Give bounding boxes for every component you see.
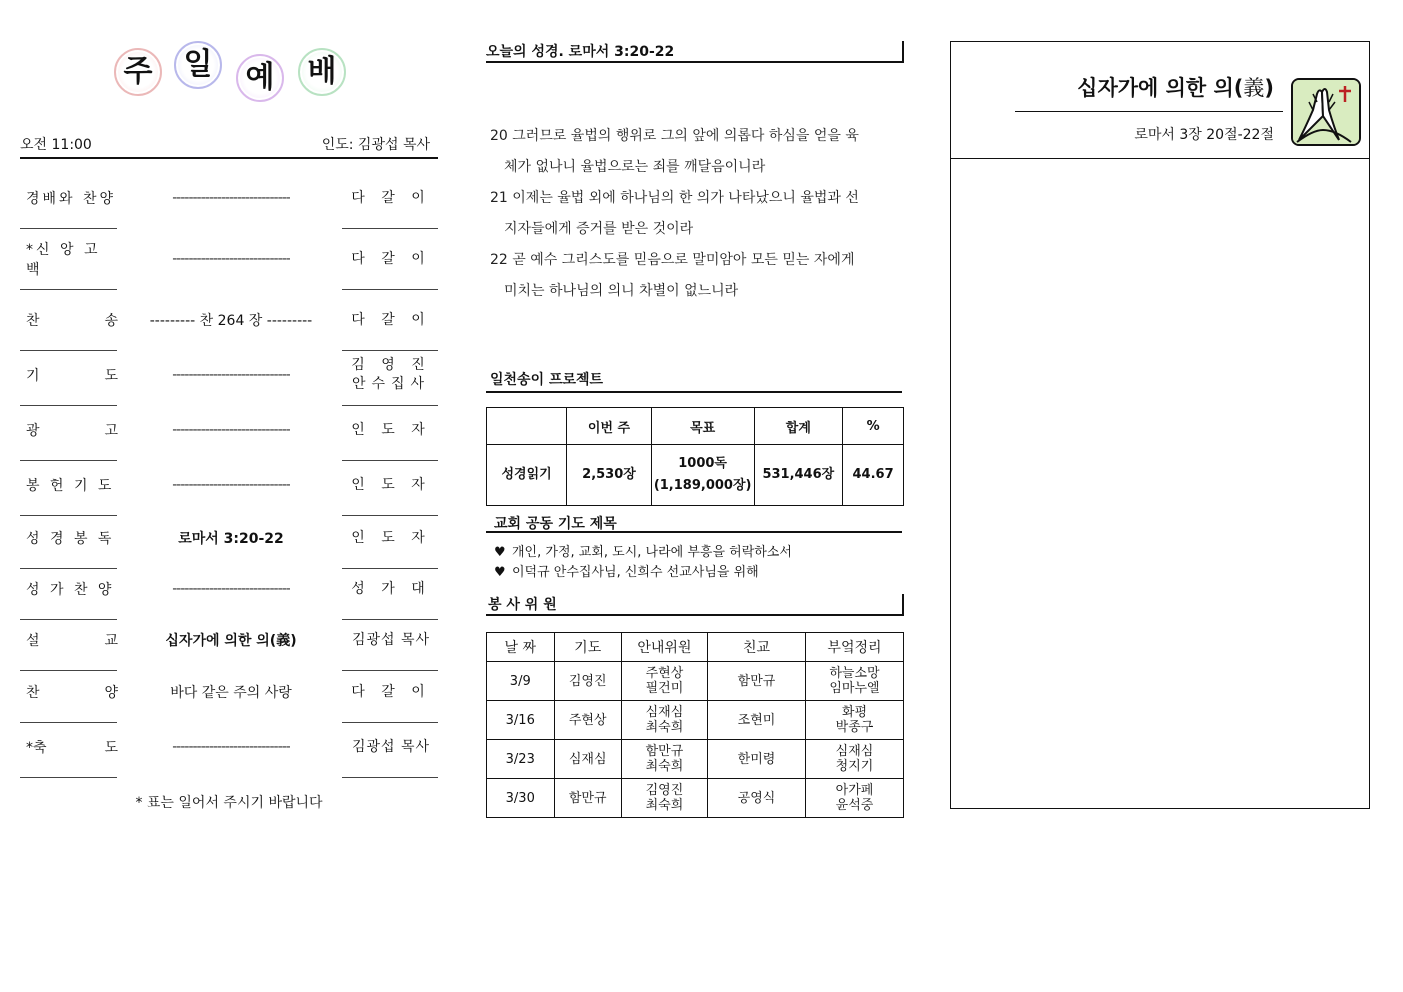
row-underline [342, 777, 438, 778]
duty-header-cell: 기도 [554, 633, 621, 662]
duty-guide-line: 최숙희 [645, 798, 684, 813]
project-table [486, 407, 904, 506]
label-char: 도 [104, 740, 118, 756]
verse-line: 20 그러므로 율법의 행위로 그의 앞에 의롭다 하심을 얻을 육 [490, 128, 859, 144]
duty-guide [621, 701, 707, 740]
table-row [487, 662, 904, 701]
duty-guide [621, 779, 707, 818]
order-person-line: 안수집사 [351, 376, 431, 392]
row-underline [20, 289, 117, 290]
order-detail: --------- 찬 264 장 --------- [149, 313, 313, 329]
prayer-heading: 교회 공동 기도 제목 [486, 513, 902, 533]
order-detail: 로마서 3:20-22 [178, 531, 284, 547]
order-person [344, 567, 438, 611]
order-person-line: 인 도 자 [351, 421, 431, 438]
order-label [26, 298, 122, 342]
duty-date: 3/16 [487, 701, 555, 740]
duty-kitchen [805, 662, 903, 701]
row-underline [342, 460, 438, 461]
order-person-line: 인 도 자 [351, 529, 431, 546]
project-header-cell: % [843, 408, 904, 445]
order-row [20, 618, 438, 674]
duty-kitchen-line: 하늘소망 [829, 666, 880, 681]
order-label [26, 725, 122, 769]
table-row [487, 740, 904, 779]
order-row [20, 516, 438, 572]
row-underline [20, 460, 117, 461]
duty-prayer: 함만규 [554, 779, 621, 818]
verse-line: 미치는 하나님의 의니 차별이 없느니라 [504, 283, 739, 299]
order-detail: 바다 같은 주의 사랑 [170, 685, 292, 701]
duty-header-cell: 안내위원 [621, 633, 707, 662]
title-char: 예 [240, 58, 280, 98]
verse-line: 지자들에게 증거를 받은 것이라 [504, 221, 694, 237]
duty-prayer: 주현상 [554, 701, 621, 740]
duty-guide-line: 주현상 [645, 666, 684, 681]
row-underline [20, 405, 117, 406]
duty-date: 3/30 [487, 779, 555, 818]
order-person-line: 다 갈 이 [351, 250, 431, 267]
order-row [20, 176, 438, 232]
duty-kitchen-line: 윤석중 [835, 798, 874, 813]
order-row [20, 237, 438, 293]
order-person [344, 670, 438, 714]
order-person [344, 237, 438, 281]
verse-line: 22 곧 예수 그리스도를 믿음으로 말미암아 모든 믿는 자에게 [490, 252, 855, 268]
duty-guide-line: 최숙희 [645, 759, 684, 774]
duty-prayer: 심재심 [554, 740, 621, 779]
project-goal [651, 445, 754, 506]
duty-kitchen-line: 화평 [841, 705, 868, 720]
duty-kitchen-line: 심재심 [835, 744, 874, 759]
order-detail: ----------------------------- [172, 739, 290, 755]
project-goal-line: 1000독 [678, 456, 727, 471]
scripture-heading: 오늘의 성경. 로마서 3:20-22 [486, 41, 904, 63]
label-char: 교 [104, 633, 118, 649]
duty-kitchen-line: 아가페 [835, 783, 874, 798]
duty-fellowship: 조현미 [708, 701, 806, 740]
order-detail: ----------------------------- [172, 477, 290, 493]
duty-fellowship: 한미령 [708, 740, 806, 779]
order-person-line: 김광섭 목사 [351, 631, 431, 648]
duty-fellowship: 공영식 [708, 779, 806, 818]
verse-line: 21 이제는 율법 외에 하나님의 한 의가 나타났으니 율법과 선 [490, 190, 859, 206]
project-header-cell: 목표 [651, 408, 754, 445]
scripture-text [490, 121, 904, 307]
duty-guide-line: 김영진 [645, 783, 684, 798]
sermon-header [951, 42, 1369, 159]
row-underline [342, 289, 438, 290]
duty-heading: 봉 사 위 원 [486, 594, 904, 616]
duty-header-cell: 날 짜 [487, 633, 555, 662]
table-row [487, 701, 904, 740]
order-row [20, 298, 438, 354]
label-char: 찬 [26, 313, 40, 329]
sermon-panel [950, 41, 1370, 809]
order-label [26, 670, 122, 714]
project-heading: 일천송이 프로젝트 [486, 369, 902, 393]
order-detail: 십자가에 의한 의(義) [165, 633, 297, 649]
project-header-cell: 합계 [754, 408, 843, 445]
heart-icon: ♥ [494, 565, 506, 580]
order-person [344, 298, 438, 342]
row-underline [20, 350, 117, 351]
order-label [26, 353, 122, 397]
sermon-title [1077, 72, 1274, 102]
worship-order [20, 40, 438, 820]
order-person-line: 성 가 대 [351, 580, 431, 597]
duty-date: 3/9 [487, 662, 555, 701]
project-total: 531,446장 [754, 445, 843, 506]
label-char: 광 [26, 423, 40, 439]
prayer-item [494, 563, 904, 583]
order-label: 경배와 찬양 [26, 191, 117, 207]
order-label: 성 경 봉 독 [26, 531, 115, 547]
duty-date: 3/23 [487, 740, 555, 779]
duty-kitchen [805, 740, 903, 779]
duty-guide [621, 740, 707, 779]
project-goal-line: (1,189,000장) [653, 478, 752, 493]
row-underline [20, 228, 117, 229]
order-person-line: 김 영 진 [351, 357, 431, 373]
order-label [26, 618, 122, 662]
project-percent: 44.67 [843, 445, 904, 506]
project-header-cell [487, 408, 567, 445]
duty-kitchen-line: 청지기 [835, 759, 874, 774]
duty-header-cell: 부엌정리 [805, 633, 903, 662]
order-label: 성 가 찬 양 [26, 582, 115, 598]
title-char: 일 [178, 45, 218, 85]
order-row [20, 567, 438, 623]
prayer-text: 개인, 가정, 교회, 도시, 나라에 부흥을 허락하소서 [512, 545, 792, 560]
row-underline [342, 405, 438, 406]
label-char: 양 [104, 685, 118, 701]
label-char: 설 [26, 633, 40, 649]
duty-kitchen [805, 779, 903, 818]
project-this-week: 2,530장 [567, 445, 652, 506]
row-underline [342, 228, 438, 229]
verse-line: 체가 없나니 율법으로는 죄를 깨달음이니라 [504, 159, 766, 175]
order-detail: ----------------------------- [172, 190, 290, 206]
row-underline [20, 722, 117, 723]
order-person-line: 김광섭 목사 [351, 738, 431, 755]
order-detail: ----------------------------- [172, 581, 290, 597]
order-person-line: 다 갈 이 [351, 683, 431, 700]
table-row [487, 779, 904, 818]
order-person [344, 516, 438, 560]
order-label [26, 408, 122, 452]
order-person-line: 다 갈 이 [351, 311, 431, 328]
order-detail: ----------------------------- [172, 422, 290, 438]
order-person [344, 618, 438, 662]
order-row [20, 408, 438, 464]
duty-kitchen [805, 701, 903, 740]
label-char: 고 [104, 423, 118, 439]
order-row [20, 353, 438, 409]
title-char: 배 [302, 52, 342, 92]
duty-kitchen-line: 박종구 [835, 720, 874, 735]
order-detail: ----------------------------- [172, 367, 290, 383]
order-label: *신 앙 고 백 [26, 242, 101, 278]
order-person [344, 176, 438, 220]
prayer-item [494, 543, 904, 563]
order-detail: ----------------------------- [172, 251, 290, 267]
duty-header-cell: 친교 [708, 633, 806, 662]
duty-guide-line: 최숙희 [645, 720, 684, 735]
duty-fellowship: 함만규 [708, 662, 806, 701]
row-underline [342, 722, 438, 723]
duty-table [486, 632, 904, 818]
order-person [344, 725, 438, 769]
service-leader: 인도: 김광섭 목사 [321, 137, 430, 153]
duty-kitchen-line: 임마누엘 [829, 681, 880, 696]
row-underline [342, 350, 438, 351]
sermon-title-close: ) [1264, 76, 1274, 100]
row-underline [20, 777, 117, 778]
order-person-line: 인 도 자 [351, 476, 431, 493]
sermon-title-hanja: 義 [1243, 76, 1265, 100]
service-time: 오전 11:00 [20, 137, 92, 153]
duty-rows [487, 662, 904, 818]
order-row [20, 670, 438, 726]
order-label: 봉 헌 기 도 [26, 478, 115, 494]
duty-guide-line: 필건미 [645, 681, 684, 696]
project-header-cell: 이번 주 [567, 408, 652, 445]
order-person [344, 408, 438, 452]
sermon-title-text: 십자가에 의한 의( [1077, 76, 1244, 100]
duty-guide-line: 함만규 [645, 744, 684, 759]
project-row-label: 성경읽기 [487, 445, 567, 506]
label-char: 찬 [26, 685, 40, 701]
order-person [344, 353, 438, 397]
prayer-list [494, 543, 904, 583]
standing-note: * 표는 일어서 주시기 바랍니다 [135, 795, 323, 811]
prayer-text: 이덕규 안수집사님, 신희수 선교사님을 위해 [512, 565, 759, 580]
order-person-line: 다 갈 이 [351, 189, 431, 206]
service-header [20, 133, 438, 159]
order-row [20, 725, 438, 781]
label-char: 기 [26, 368, 40, 384]
label-char: 도 [104, 368, 118, 384]
order-row [20, 463, 438, 519]
title-divider [1015, 111, 1283, 112]
duty-prayer: 김영진 [554, 662, 621, 701]
duty-guide-line: 심재심 [645, 705, 684, 720]
praying-hands-icon [1291, 78, 1361, 146]
label-char: 송 [104, 313, 118, 329]
duty-guide [621, 662, 707, 701]
label-char: *축 [26, 740, 47, 756]
heart-icon: ♥ [494, 545, 506, 560]
order-person [344, 463, 438, 507]
title-char: 주 [118, 52, 158, 92]
sermon-reference: 로마서 3장 20절-22절 [1134, 127, 1274, 143]
